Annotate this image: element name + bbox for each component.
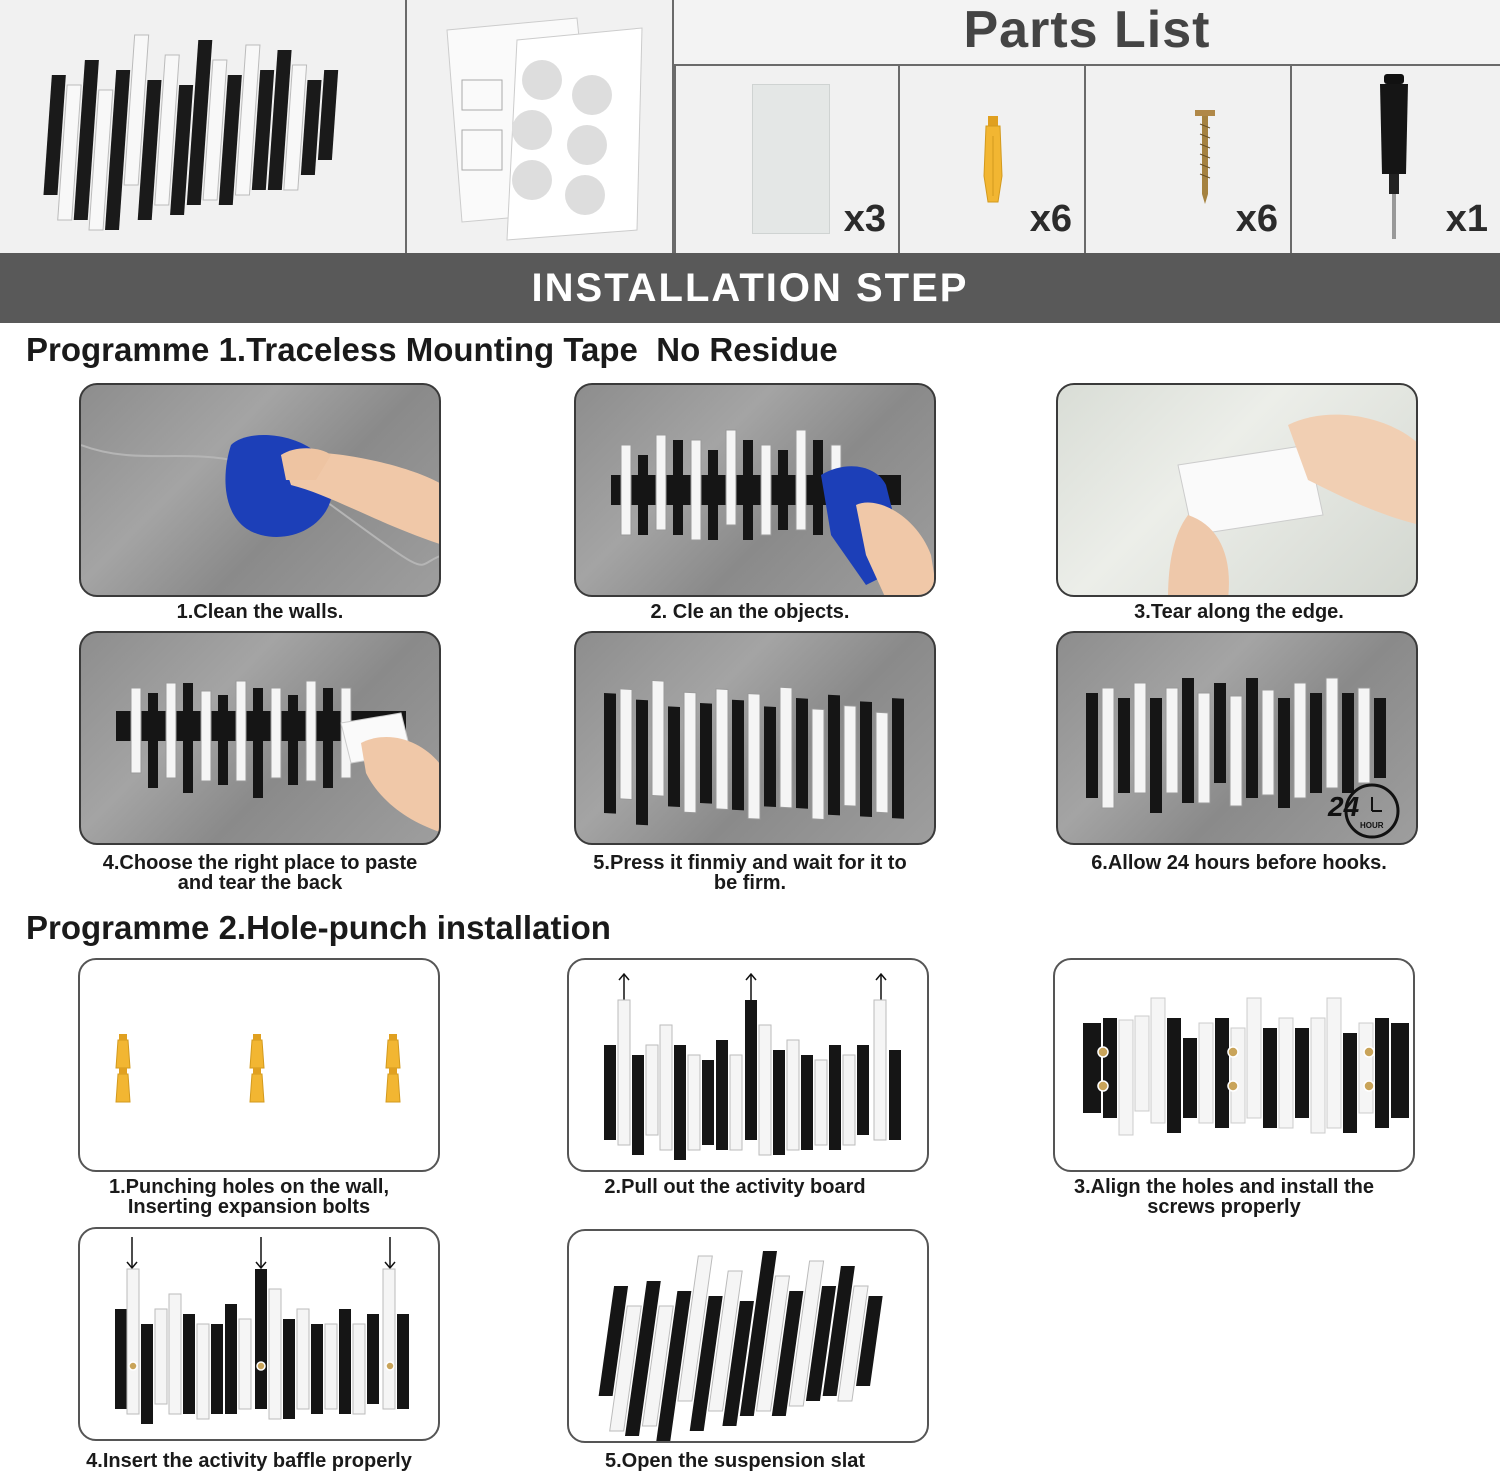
- screwdriver-icon: [1374, 74, 1414, 244]
- p2-step2-caption: [545, 1177, 925, 1197]
- p1-step1-caption: [70, 602, 450, 622]
- caption-line: screws properly: [1147, 1196, 1301, 1218]
- part-mounting-tape: [674, 66, 898, 253]
- p2-step1-caption: [59, 1177, 439, 1217]
- p1-step5-image: [574, 631, 936, 845]
- p1-step3-caption: [1049, 602, 1429, 622]
- caption-line: 1.Punching holes on the wall,: [108, 1176, 390, 1198]
- p2-step2-image: [567, 958, 929, 1172]
- part-qty: x1: [1445, 198, 1488, 240]
- badge-number: 24: [1328, 791, 1360, 822]
- 24-hour-badge: [1328, 781, 1404, 841]
- p1-step2-caption: [560, 602, 940, 622]
- instruction-manual-photo: [407, 0, 674, 253]
- p1-step1-image: [79, 383, 441, 597]
- parts-list-title: Parts List: [963, 1, 1211, 59]
- p1-step5-caption: [560, 853, 940, 893]
- p2-step5-image: [567, 1229, 929, 1443]
- product-photo: [0, 0, 407, 253]
- caption-line: 5.Press it finmiy and wait for it to: [593, 852, 907, 874]
- part-qty: x6: [1235, 198, 1278, 240]
- p1-step6-image: [1056, 631, 1418, 845]
- p1-step6-caption: [1049, 853, 1429, 873]
- p1-step3-image: [1056, 383, 1418, 597]
- screw-icon: [1190, 110, 1220, 210]
- badge-unit: HOUR: [1360, 821, 1384, 830]
- p1-step4-image: [79, 631, 441, 845]
- p1-step2-image: [574, 383, 936, 597]
- p2-step4-caption: [59, 1451, 439, 1471]
- caption-line: and tear the back: [177, 872, 343, 894]
- caption-line: 1.Clean the walls.: [176, 601, 344, 623]
- product-hook-rack-image: [0, 0, 405, 253]
- parts-strip: [0, 0, 1500, 253]
- caption-line: 5.Open the suspension slat: [604, 1450, 866, 1472]
- part-screwdriver: [1290, 66, 1500, 253]
- p2-step1-image: [78, 958, 440, 1172]
- installation-step-banner: [0, 253, 1500, 323]
- p2-step5-caption: [545, 1451, 925, 1471]
- caption-line: be firm.: [713, 872, 787, 894]
- manual-sheets-image: [407, 0, 672, 253]
- p2-step3-caption: [1034, 1177, 1414, 1217]
- part-qty: x6: [1029, 198, 1072, 240]
- part-screw: [1084, 66, 1290, 253]
- caption-line: 4.Insert the activity baffle properly: [86, 1450, 412, 1472]
- part-expansion-bolt: [898, 66, 1084, 253]
- expansion-bolt-icon: [978, 116, 1008, 216]
- mounting-tape-sheet-icon: [752, 84, 830, 234]
- caption-line: 3.Align the holes and install the: [1073, 1176, 1375, 1198]
- caption-line: 3.Tear along the edge.: [1134, 601, 1344, 623]
- caption-line: Inserting expansion bolts: [127, 1196, 371, 1218]
- caption-line: 2. Cle an the objects.: [650, 601, 850, 623]
- p1-step4-caption: [70, 853, 450, 893]
- p2-step3-image: [1053, 958, 1415, 1172]
- part-qty: x3: [843, 198, 886, 240]
- caption-line: 6.Allow 24 hours before hooks.: [1091, 852, 1387, 874]
- programme-1-title: Programme 1.Traceless Mounting Tape No Residue: [26, 331, 838, 368]
- caption-line: 4.Choose the right place to paste: [102, 852, 418, 874]
- p2-step4-image: [78, 1227, 440, 1441]
- banner-title: INSTALLATION STEP: [531, 266, 969, 310]
- caption-line: 2.Pull out the activity board: [604, 1176, 866, 1198]
- parts-list-header: [674, 0, 1500, 66]
- programme-2-title: Programme 2.Hole-punch installation: [26, 909, 611, 946]
